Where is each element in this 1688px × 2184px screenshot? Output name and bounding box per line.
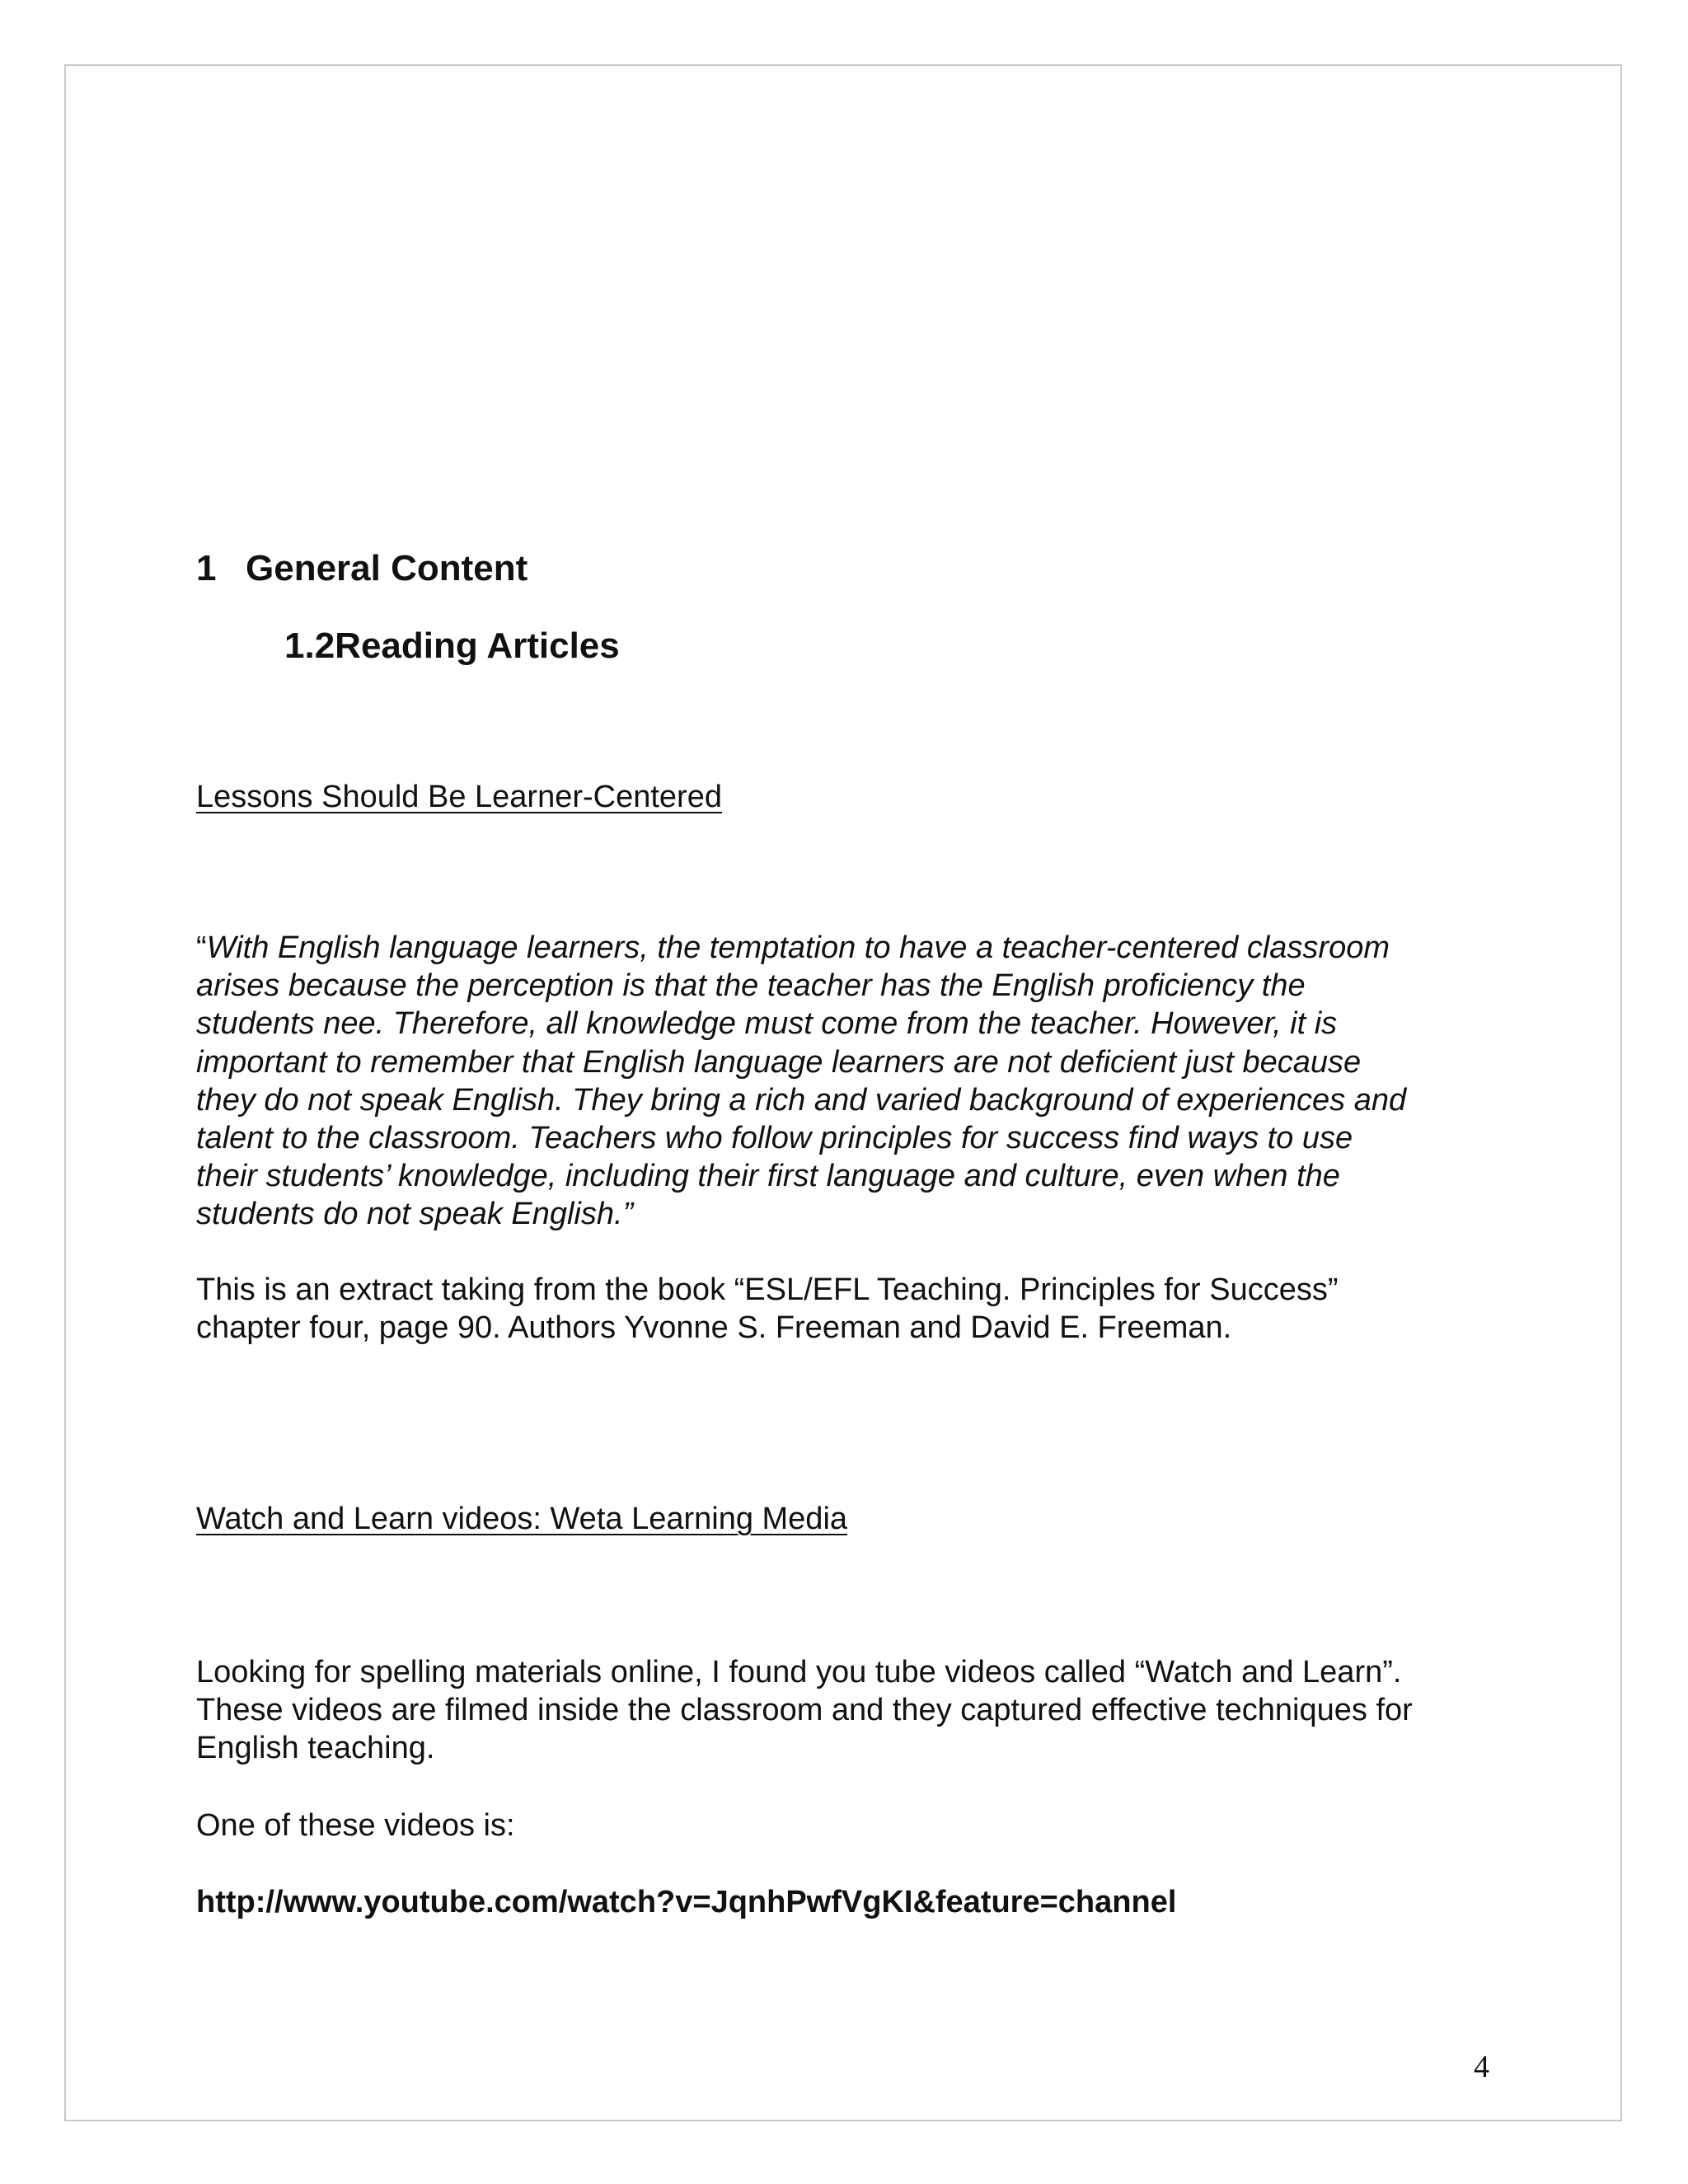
quote-line: arises because the perception is that the teacher has the English proficiency the [196,968,1306,1004]
body-line: English teaching. [196,1731,435,1766]
quote-line [196,929,1515,967]
quote-line: students do not speak English.” [196,1197,634,1232]
quote-line: students nee. Therefore, all knowledge must come from the teacher. However, it is [196,1006,1338,1042]
quote-line: important to remember that English language learners are not deficient just because [196,1044,1362,1080]
video-intro-text: One of these videos is: [196,1808,515,1843]
section-number: 1 [196,548,217,588]
quote-line-text: With English language learners, the temptation to have a teacher-centered classroom [206,930,1390,965]
quote-line: they do not speak English. They bring a rich and varied background of experiences and [196,1082,1407,1118]
quote-source [196,1271,1531,1347]
body-line: Looking for spelling materials online, I found you tube videos called “Watch and Learn”. [196,1655,1402,1690]
page-number: 4 [1474,2050,1489,2084]
quote-line: their students’ knowledge, including their first language and culture, even when the [196,1159,1340,1194]
video-intro [196,1807,1531,1844]
section-title: General Content [246,548,528,588]
quote-line: talent to the classroom. Teachers who follow principles for success find ways to use [196,1121,1353,1156]
video-url: http://www.youtube.com/watch?v=JqnhPwfVgKI&feature=channel [196,1885,1177,1919]
article-quote [196,929,1515,1234]
section-heading [196,544,528,593]
article-heading-watch-and-learn: Watch and Learn videos: Weta Learning Media [196,1502,848,1536]
subsection-heading: 1.2Reading Articles [284,626,620,666]
source-line: chapter four, page 90. Authors Yvonne S. Freeman and David E. Freeman. [196,1310,1232,1346]
quote-open-mark: “ [196,930,207,965]
article-heading-learner-centered: Lessons Should Be Learner-Centered [196,780,722,814]
body-line: These videos are filmed inside the classroom and they captured effective techniques for [196,1693,1413,1728]
article-body [196,1653,1531,1768]
source-line: This is an extract taking from the book “ESL/EFL Teaching. Principles for Success” [196,1272,1339,1307]
